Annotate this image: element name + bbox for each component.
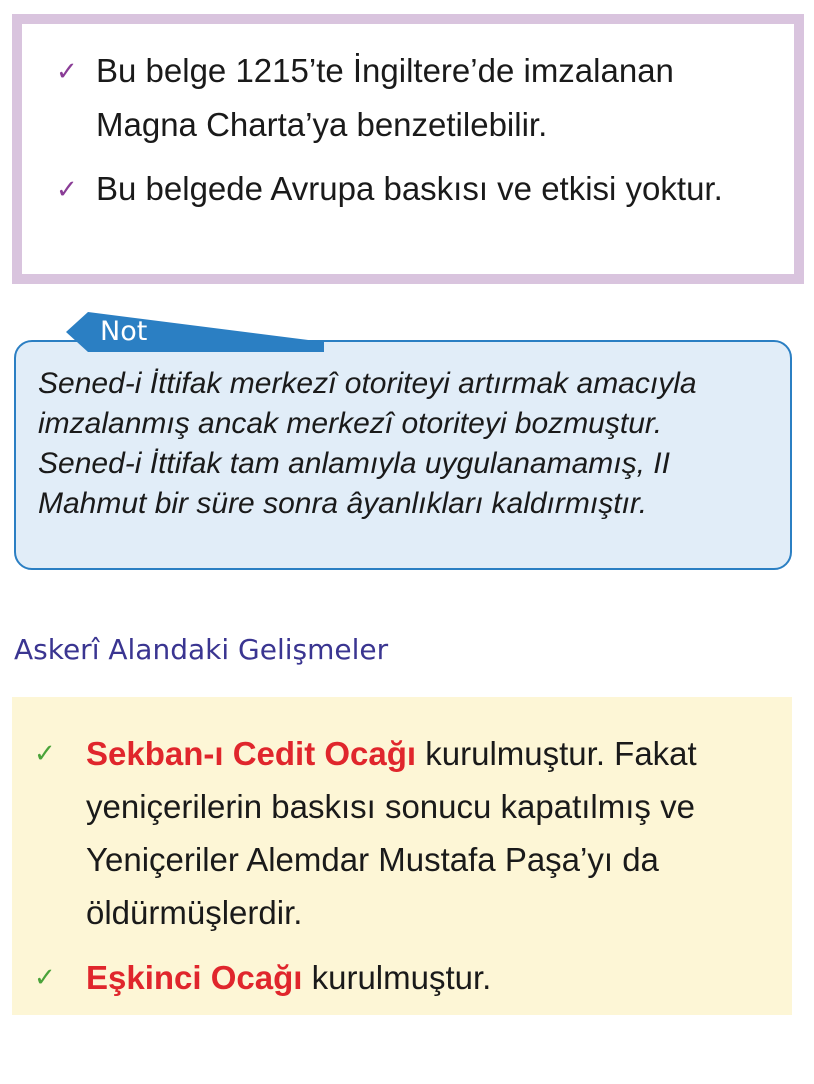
list-item	[56, 44, 774, 152]
check-icon: ✓	[56, 56, 78, 86]
yellow-box	[12, 697, 792, 1015]
check-icon: ✓	[56, 174, 78, 204]
section-heading: Askerî Alandaki Gelişmeler	[14, 633, 389, 666]
list-item	[26, 951, 772, 1004]
note-callout	[14, 312, 792, 572]
list-item	[56, 162, 774, 216]
list-item-text: kurulmuştur.	[302, 959, 492, 996]
list-item-text: Bu belgede Avrupa baskısı ve etkisi yoktur.	[96, 170, 723, 207]
check-icon: ✓	[34, 738, 56, 768]
check-icon: ✓	[34, 962, 56, 992]
note-tab	[66, 312, 324, 352]
list-item	[26, 727, 772, 939]
list-item-text: kurulmuştur. Fakat yeniçerilerin baskısı sonucu kapatılmış ve Yeniçeriler Alemdar Mustafa Paşa’yı da öldürmüşlerdir.	[86, 735, 697, 931]
list-item-text: Bu belge 1215’te İngiltere’de imzalanan Magna Charta’ya benzetilebilir.	[96, 52, 674, 143]
note-text: Sened-i İttifak merkezî otoriteyi artırmak amacıyla imzalanmış ancak merkezî otoriteyi bozmuştur. Sened-i İttifak tam anlamıyla uygulanamamış, II Mahmut bir süre sonra âyanlıkları kaldırmıştır.	[38, 367, 697, 520]
highlight-term: Sekban-ı Cedit Ocağı	[86, 735, 417, 772]
purple-framed-box	[12, 14, 804, 284]
highlight-term: Eşkinci Ocağı	[86, 959, 303, 996]
purple-box-content	[22, 24, 794, 274]
note-tab-label: Not	[100, 316, 148, 347]
note-box	[14, 340, 792, 570]
